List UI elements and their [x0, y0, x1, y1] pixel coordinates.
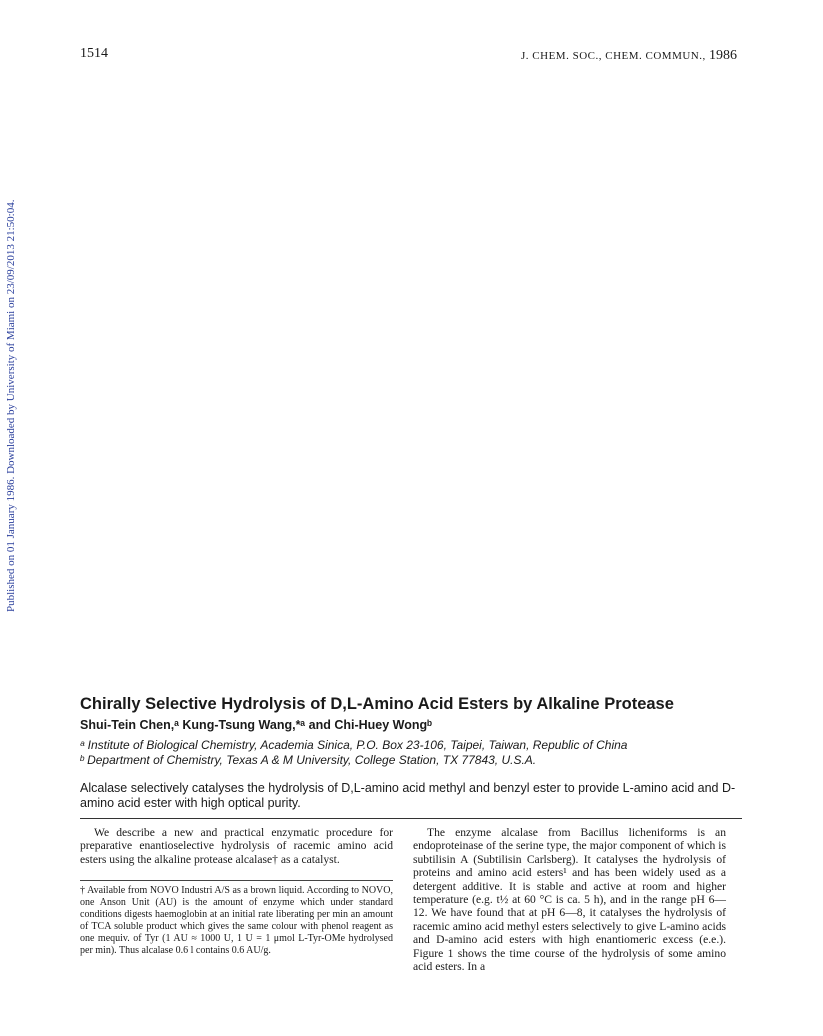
- affiliation-a: ᵃ Institute of Biological Chemistry, Academia Sinica, P.O. Box 23-106, Taipei, Taiwan, Republic of China: [80, 738, 628, 752]
- affiliation-b: ᵇ Department of Chemistry, Texas A & M University, College Station, TX 77843, U.S.A.: [80, 753, 537, 767]
- right-column: [413, 826, 726, 973]
- download-watermark: Published on 01 January 1986. Downloaded by University of Miami on 23/09/2013 21:50:04.: [5, 199, 17, 612]
- abstract: Alcalase selectively catalyses the hydrolysis of D,L-amino acid methyl and benzyl ester to provide L-amino acid and D-amino acid ester with high optical purity.: [80, 781, 736, 810]
- journal-year: 1986: [709, 48, 737, 63]
- running-header: [521, 48, 737, 64]
- body-paragraph: The enzyme alcalase from Bacillus licheniforms is an endoproteinase of the serine type, the major component of which is subtilisin A (Subtilisin Carlsberg). It catalyses the hydrolysis of proteins and amino acid esters¹ and has been widely used as a detergent additive. It is stable and active at room and higher temperature (e.g. t½ at 60 °C is ca. 5 h), and in the range pH 6—12. We have found that at pH 6—8, it catalyses the hydrolysis of racemic amino acid methyl esters selectively to give L-amino acids and D-amino acid esters with high enantiomeric excess (e.e.). Figure 1 shows the time course of the hydrolysis of some amino acid esters. In a: [413, 826, 726, 974]
- article-title: Chirally Selective Hydrolysis of D,L-Amino Acid Esters by Alkaline Protease: [80, 695, 674, 713]
- abstract-divider: [80, 818, 742, 819]
- left-column: [80, 826, 393, 866]
- journal-name: J. CHEM. SOC., CHEM. COMMUN.,: [521, 50, 706, 62]
- author-list: Shui-Tein Chen,ᵃ Kung-Tsung Wang,*ᵃ and Chi-Huey Wongᵇ: [80, 718, 433, 732]
- intro-paragraph: We describe a new and practical enzymatic procedure for preparative enantioselective hydrolysis of racemic amino acid esters using the alkaline protease alcalase† as a catalyst.: [80, 826, 393, 866]
- footnote-divider: [80, 880, 393, 881]
- footnote: † Available from NOVO Industri A/S as a brown liquid. According to NOVO, one Anson Unit (AU) is the amount of enzyme which under standard conditions digests haemoglobin at an initial rate liberating per min an amount of TCA soluble product which gives the same colour with phenol reagent as one mequiv. of Tyr (1 AU ≈ 1000 U, 1 U = 1 μmol L-Tyr-OMe hydrolysed per min). Thus alcalase 0.6 l contains 0.6 AU/g.: [80, 885, 393, 956]
- page-number: 1514: [80, 46, 108, 61]
